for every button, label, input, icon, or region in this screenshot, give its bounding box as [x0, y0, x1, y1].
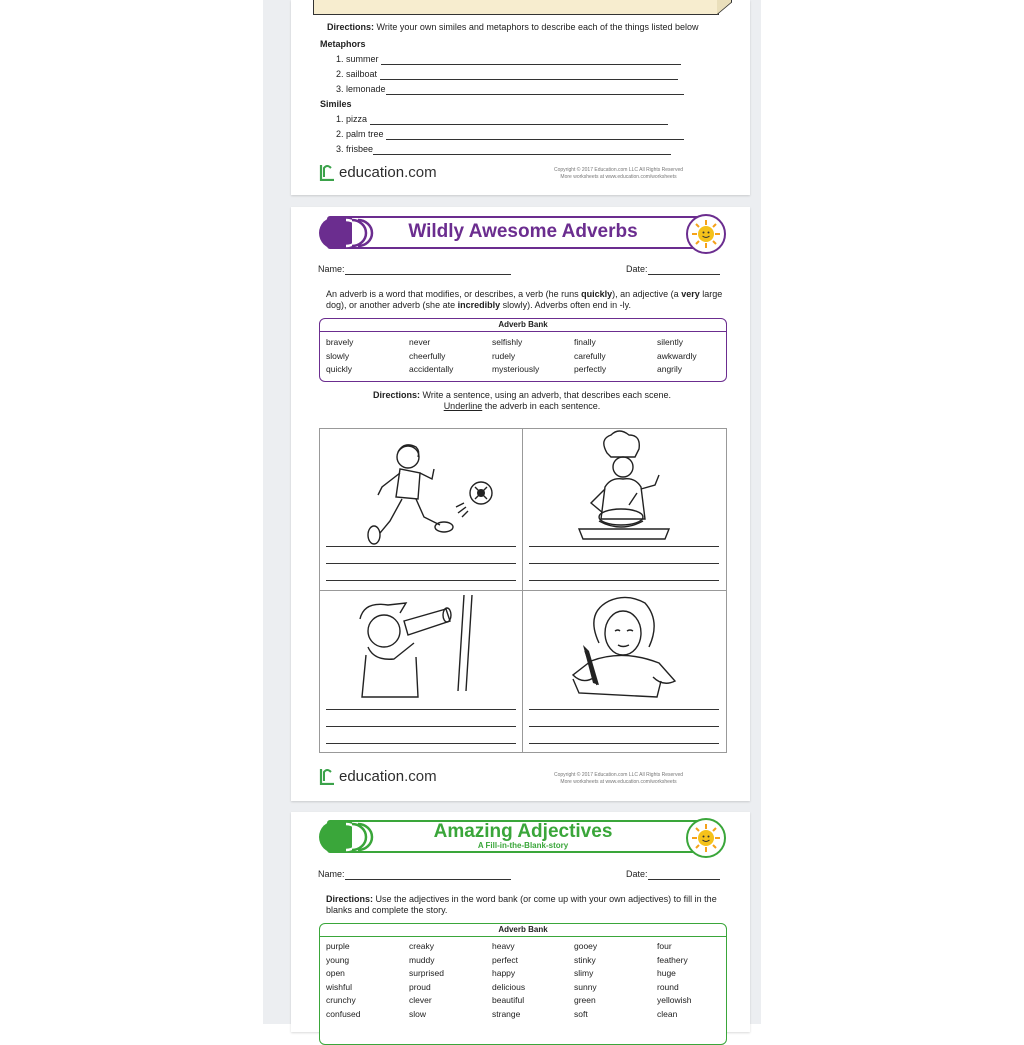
- book-logo-icon: [319, 766, 336, 785]
- metaphor-item: 2. sailboat: [336, 69, 678, 80]
- title-box-bottom: [313, 0, 719, 15]
- scene-chef: [523, 429, 725, 590]
- sun-icon: [686, 214, 726, 254]
- bank-column: never cheerfully accidentally: [409, 337, 454, 374]
- adverb-directions: Directions: Write a sentence, using an adverb, that describes each scene. Underline the adverb in each sentence.: [372, 390, 671, 411]
- simile-item: 1. pizza: [336, 114, 668, 125]
- name-field[interactable]: Name:: [318, 869, 511, 880]
- copyright: Copyright © 2017 Education.com LLC All Rights Reserved More worksheets at www.education.com/worksheets: [554, 167, 684, 180]
- worksheet-title: Wildly Awesome Adverbs: [408, 221, 638, 242]
- worksheet-page-similes: [291, 0, 750, 195]
- date-field[interactable]: Date:: [626, 869, 720, 880]
- metaphor-item: 3. lemonade: [336, 84, 684, 95]
- bank-column: creaky muddy surprised proud clever slow: [409, 941, 444, 1019]
- girl-writing-icon: [563, 593, 683, 709]
- bank-column: silently awkwardly angrily: [657, 337, 697, 374]
- simile-item: 3. frisbee: [336, 144, 671, 155]
- metaphor-item: 1. summer: [336, 54, 681, 65]
- worksheet-page-adjectives: [291, 812, 750, 1032]
- education-logo: education .com: [319, 766, 437, 785]
- bank-column: gooey stinky slimy sunny green soft: [574, 941, 598, 1019]
- boy-with-telescope-icon: [354, 595, 484, 707]
- copyright: Copyright © 2017 Education.com LLC All Rights Reserved More worksheets at www.education.com/worksheets: [554, 772, 684, 785]
- adjectives-banner: [318, 820, 728, 854]
- sun-icon: [686, 818, 726, 858]
- worksheet-subtitle: A Fill-in-the-Blank-story: [477, 841, 569, 850]
- worksheet-title: Amazing Adjectives: [433, 821, 613, 842]
- chef-cooking-icon: [569, 429, 679, 545]
- bank-column: four feathery huge round yellowish clean: [657, 941, 692, 1019]
- scene-grid: [319, 428, 727, 753]
- bank-column: heavy perfect happy delicious beautiful strange: [492, 941, 526, 1019]
- scene-telescope: [320, 591, 522, 752]
- bank-column: bravely slowly quickly: [326, 337, 354, 374]
- bank-column: purple young open wishful crunchy confused: [326, 941, 361, 1019]
- book-logo-icon: [319, 162, 336, 181]
- adverb-intro: An adverb is a word that modifies, or describes, a verb (he runs quickly), an adjective (a very large dog), or another adverb (she ate incredibly slowly). Adverbs often end in -ly.: [326, 289, 723, 310]
- bank-column: finally carefully perfectly: [574, 337, 607, 374]
- name-field[interactable]: Name:: [318, 264, 511, 275]
- scene-writing: [523, 591, 725, 752]
- adjective-directions: Directions: Use the adjectives in the word bank (or come up with your own adjectives) to fill in the blanks and complete the story.: [326, 894, 717, 915]
- adjective-bank: [319, 923, 727, 1045]
- title-box-side: [717, 0, 732, 15]
- boy-kicking-ball-icon: [360, 437, 500, 545]
- education-logo: education .com: [319, 162, 437, 181]
- bank-title: Adverb Bank: [320, 924, 726, 937]
- directions: Directions: Write your own similes and metaphors to describe each of the things listed below: [327, 22, 699, 32]
- similes-heading: Similes: [320, 99, 352, 109]
- metaphors-heading: Metaphors: [320, 39, 366, 49]
- adverbs-banner: [318, 216, 728, 250]
- simile-item: 2. palm tree: [336, 129, 684, 140]
- adverb-bank: [319, 318, 727, 382]
- worksheet-page-adverbs: [291, 207, 750, 801]
- bank-column: selfishly rudely mysteriously: [492, 337, 540, 374]
- bank-title: Adverb Bank: [320, 319, 726, 332]
- scene-soccer: [320, 429, 522, 590]
- date-field[interactable]: Date:: [626, 264, 720, 275]
